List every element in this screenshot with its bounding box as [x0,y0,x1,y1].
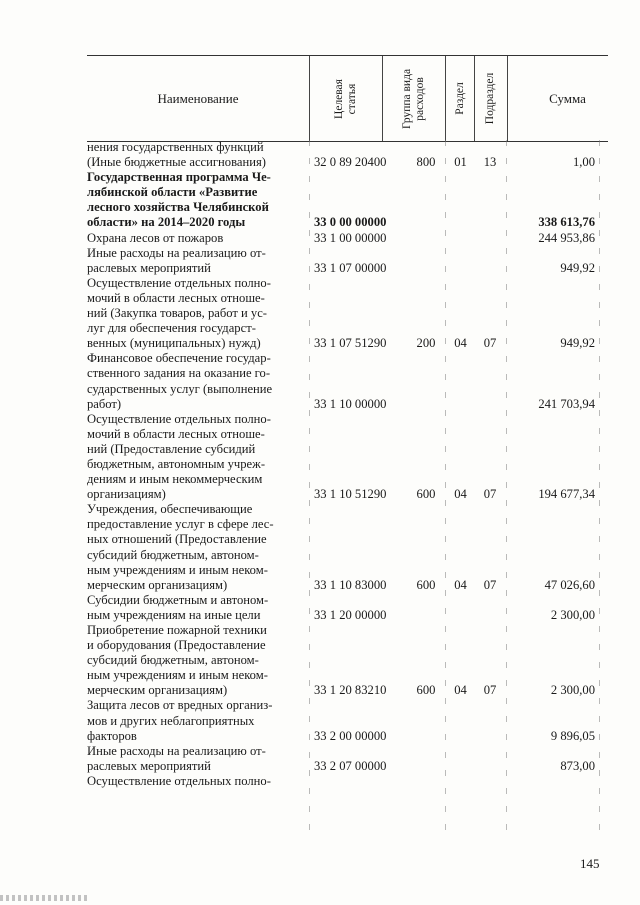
row-target-article: 33 1 20 83210 [314,683,387,698]
table-row [87,412,608,503]
row-target-article: 33 0 00 00000 [314,215,387,230]
row-subsection: 13 [483,155,497,170]
header-subsection: Подраздел [484,72,497,125]
row-target-article: 32 0 89 20400 [314,155,387,170]
table-row [87,246,608,276]
table-row [87,593,608,623]
table-row [87,170,608,230]
row-sum: 2 300,00 [550,607,595,622]
table-row [87,698,608,743]
row-subsection: 07 [483,577,497,592]
row-target-article: 33 1 20 00000 [314,607,387,622]
row-expense-group: 600 [416,683,436,698]
scan-edge [0,895,90,901]
table-row [87,502,608,593]
row-section: 04 [454,487,467,502]
row-name: Учреждения, обеспечивающие предоставление услуг в сфере лес- ных отношений (Предоставление субсидий бюджетным, автоном- ным учреждениям и иным неком- мерческим организациям) [87,502,274,592]
row-expense-group: 600 [416,487,436,502]
table-body [87,140,608,789]
row-expense-group: 600 [416,577,436,592]
row-name: Осуществление отдельных полно- мочий в области лесных отноше- ний (Предоставление субсидий бюджетным, автономным учреж- дениям и иным некоммерческим организациям) [87,411,271,502]
row-target-article: 33 1 10 00000 [314,396,387,411]
row-sum: 949,92 [560,260,595,275]
row-name: Приобретение пожарной техники и оборудования (Предоставление субсидий бюджетным, автоном- ным учреждениям и иным неком- мерческим организациям) [87,623,268,698]
row-name: нения государственных функций (Иные бюджетные ассигнования) [87,140,266,170]
row-name: Финансовое обеспечение государ- ственного задания на оказание го- сударственных услуг (выполнение работ) [87,351,273,411]
row-section: 04 [454,683,467,698]
row-name: Субсидии бюджетным и автоном- ным учреждениям на иные цели [87,592,269,622]
row-name: Осуществление отдельных полно- [87,773,271,788]
row-sum: 873,00 [560,758,595,773]
row-sum: 2 300,00 [550,683,595,698]
header-expense-group: Группа вида расходов [400,68,426,129]
row-target-article: 33 1 07 00000 [314,260,387,275]
table-row [87,744,608,774]
row-target-article: 33 1 07 51290 [314,336,387,351]
row-name: Государственная программа Че- лябинской области «Развитие лесного хозяйства Челябинской области» на 2014–2020 годы [87,170,271,230]
row-sum: 338 613,76 [538,215,595,230]
row-target-article: 33 1 10 83000 [314,577,387,592]
row-target-article: 33 2 00 00000 [314,728,387,743]
row-sum: 949,92 [560,336,595,351]
row-name: Иные расходы на реализацию от- раслевых мероприятий [87,245,266,275]
row-sum: 244 953,86 [538,230,595,245]
page-number: 145 [580,856,600,871]
row-expense-group: 200 [416,336,436,351]
row-sum: 1,00 [572,155,595,170]
row-section: 04 [454,336,467,351]
row-target-article: 33 1 10 51290 [314,487,387,502]
table-header [87,55,608,142]
row-subsection: 07 [483,487,497,502]
header-section: Раздел [453,82,466,115]
table-row [87,351,608,411]
row-subsection: 07 [483,336,497,351]
table-row [87,140,608,170]
row-section: 04 [454,577,467,592]
row-name: Осуществление отдельных полно- мочий в области лесных отноше- ний (Закупка товаров, работ и ус- луг для обеспечения государст- венных (муниципальных) нужд) [87,275,271,351]
table-row [87,231,608,246]
row-target-article: 33 2 07 00000 [314,758,387,773]
row-section: 01 [454,155,467,170]
row-sum: 194 677,34 [538,487,595,502]
row-sum: 9 896,05 [550,728,595,743]
table-row [87,623,608,698]
row-subsection: 07 [483,683,497,698]
row-name: Защита лесов от вредных организ- мов и других неблагоприятных факторов [87,698,273,743]
row-name: Иные расходы на реализацию от- раслевых мероприятий [87,743,266,773]
header-sum: Сумма [549,90,586,106]
table-row [87,774,608,789]
header-target-article: Целевая статья [333,78,358,119]
row-expense-group: 800 [416,155,436,170]
header-name: Наименование [157,90,239,106]
row-sum: 47 026,60 [544,577,595,592]
row-target-article: 33 1 00 00000 [314,230,387,245]
row-name: Охрана лесов от пожаров [87,230,224,245]
table-row [87,276,608,351]
row-sum: 241 703,94 [538,396,595,411]
